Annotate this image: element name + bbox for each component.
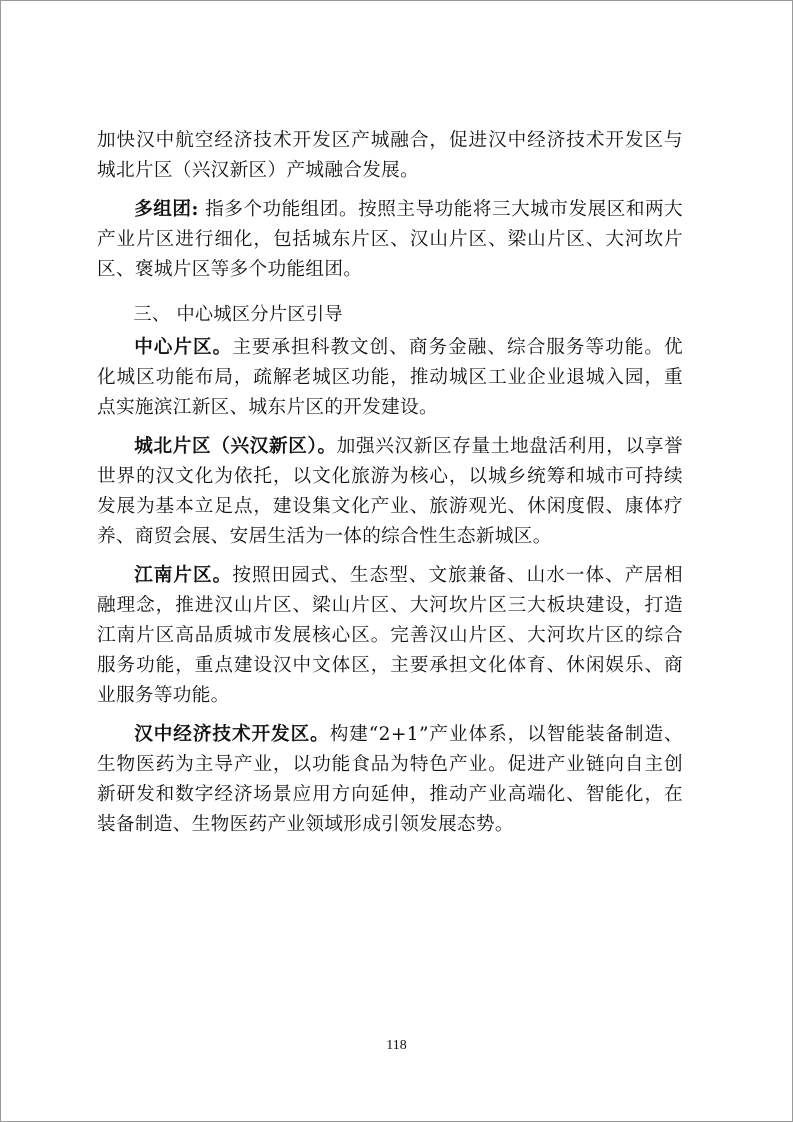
paragraph-text: 按照田园式、生态型、文旅兼备、山水一体、产居相融理念，推进汉山片区、梁山片区、大河坎片区三大板块建设，打造江南片区高品质城市发展核心区。完善汉山片区、大河坎片区的综合服务功能，重点建设汉中文体区，主要承担文化体育、休闲娱乐、商业服务等功能。 xyxy=(97,565,683,706)
paragraph-text: 加强兴汉新区存量土地盘活利用，以享誉世界的汉文化为依托，以文化旅游为核心，以城乡统筹和城市可持续发展为基本立足点，建设集文化产业、旅游观光、休闲度假、康体疗养、商贸会展、安居生活为一体的综合性生态新城区。 xyxy=(97,436,683,547)
paragraph-central-area xyxy=(97,333,683,423)
term-south-area: 江南片区。 xyxy=(134,565,233,586)
term-econ-zone: 汉中经济技术开发区。 xyxy=(134,724,330,745)
paragraph-text: 指多个功能组团。按照主导功能将三大城市发展区和两大产业片区进行细化，包括城东片区、汉山片区、梁山片区、大河坎片区、褒城片区等多个功能组团。 xyxy=(97,199,684,280)
paragraph-text: 构建“2+1”产业体系，以智能装备制造、生物医药为主导产业，以功能食品为特色产业。促进产业链向自主创新研发和数字经济场景应用方向延伸，推动产业高端化、智能化，在装备制造、生物医药产业领域形成引领发展态势。 xyxy=(97,724,683,835)
paragraph-south-area xyxy=(97,561,683,711)
section-heading: 三、 中心城区分片区引导 xyxy=(133,304,343,325)
page-number: 118 xyxy=(386,1038,407,1053)
paragraph-north-area xyxy=(97,432,683,552)
term-multi-cluster: 多组团: xyxy=(134,199,199,220)
paragraph-econ-zone xyxy=(97,720,683,840)
paragraph-text: 加快汉中航空经济技术开发区产城融合，促进汉中经济技术开发区与城北片区（兴汉新区）产城融合发展。 xyxy=(97,130,683,181)
term-central-area: 中心片区。 xyxy=(134,337,233,358)
document-body xyxy=(97,126,683,840)
paragraph-text: 主要承担科教文创、商务金融、综合服务等功能。优化城区功能布局，疏解老城区功能，推动城区工业企业退城入园，重点实施滨江新区、城东片区的开发建设。 xyxy=(97,337,683,418)
term-north-area: 城北片区（兴汉新区）。 xyxy=(134,436,337,457)
paragraph-continuation xyxy=(97,126,683,186)
paragraph-multi-cluster xyxy=(97,195,683,285)
